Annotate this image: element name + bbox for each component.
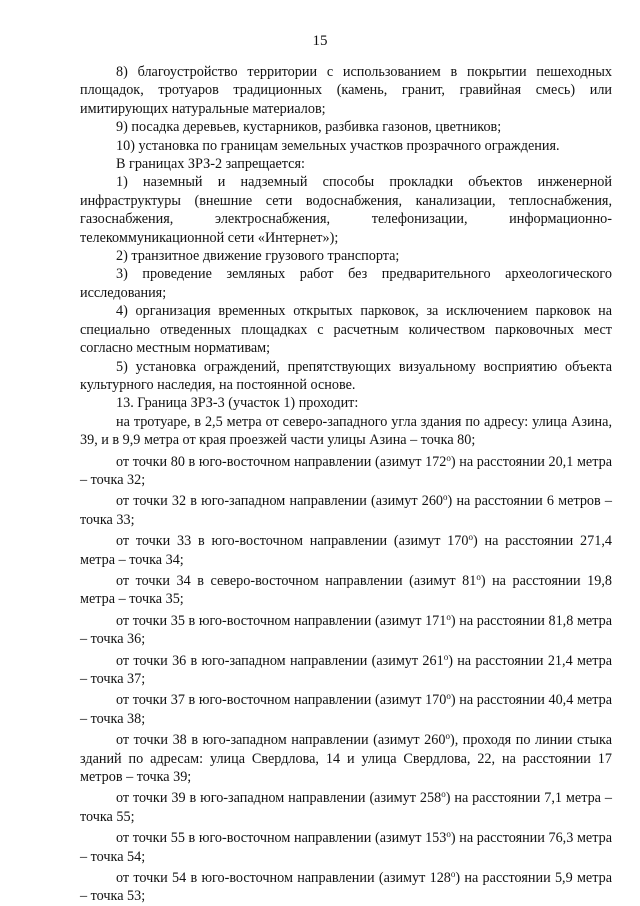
segment-text: от точки 80 в юго-восточном направлении (азимут 172 <box>116 453 447 470</box>
degree-mark: о <box>446 452 451 463</box>
degree-mark: о <box>468 532 473 543</box>
segment-text: ) на расстоянии 21,4 метра – точка 37; <box>80 652 612 687</box>
segment-text: ) на расстоянии 5,9 метра – точка 53; <box>80 870 612 905</box>
boundary-segment <box>80 492 612 529</box>
paragraph-start-point: на тротуаре, в 2,5 метра от северо-западного угла здания по адресу: улица Азина, 39, и в 9,9 метра от края проезжей части улицы Азина – точка 80; <box>80 413 612 449</box>
page-number: 15 <box>312 33 328 49</box>
segment-text: ) на расстоянии 7,1 метра – точка 55; <box>80 790 613 825</box>
segment-text: ) на расстоянии 19,8 метра – точка 35; <box>80 572 612 608</box>
segment-text: ) на расстоянии 40,4 метра – точка 38; <box>80 692 612 727</box>
boundary-segment <box>80 532 612 569</box>
boundary-segment <box>80 789 612 826</box>
degree-mark: о <box>446 691 451 702</box>
degree-mark: о <box>441 789 446 800</box>
segment-text: ), проходя по линии стыка зданий по адресам: улица Свердлова, 14 и улица Свердлова, 22, на расстоянии 17 метров – точка 39; <box>80 732 613 786</box>
degree-mark: о <box>446 611 451 622</box>
paragraph-item-8: 8) благоустройство территории с использованием в покрытии пешеходных площадок, тротуаров традиционных (камень, гранит, гравийная смесь) или имитирующих натуральные материалов; <box>80 64 612 117</box>
segment-text: от точки 34 в северо-восточном направлении (азимут 81 <box>116 572 477 589</box>
boundary-segment <box>80 453 612 490</box>
degree-mark: о <box>476 571 481 582</box>
segment-text: от точки 32 в юго-западном направлении (азимут 260 <box>116 493 444 510</box>
segment-text: от точки 54 в юго-восточном направлении (азимут 128 <box>116 870 451 887</box>
segment-text: ) на расстоянии 20,1 метра – точка 32; <box>80 453 612 488</box>
boundary-segment <box>80 731 612 786</box>
segment-text: ) на расстоянии 271,4 метра – точка 34; <box>80 533 612 568</box>
paragraph-item-10: 10) установка по границам земельных участков прозрачного ограждения. <box>116 137 560 154</box>
degree-mark: о <box>443 492 448 503</box>
paragraph-restriction-2: 2) транзитное движение грузового транспорта; <box>116 248 400 265</box>
paragraph-restriction-4: 4) организация временных открытых парковок, за исключением парковок на специально отведенных площадках с расчетным количеством парковочных мест согласно местным нормативам; <box>80 303 612 357</box>
document-body <box>80 63 612 906</box>
paragraph-section-13-heading: 13. Граница ЗРЗ-3 (участок 1) проходит: <box>116 395 359 412</box>
segment-text: ) на расстоянии 76,3 метра – точка 54; <box>80 830 612 865</box>
segment-text: от точки 35 в юго-восточном направлении (азимут 171 <box>116 612 447 629</box>
degree-mark: о <box>443 651 449 662</box>
segment-text: от точки 37 в юго-восточном направлении (азимут 170 <box>116 692 447 709</box>
paragraph-restriction-3: 3) проведение земляных работ без предварительного археологического исследования; <box>80 266 612 301</box>
boundary-segment <box>80 652 612 689</box>
degree-mark: о <box>450 869 456 880</box>
boundary-segment <box>80 612 612 649</box>
paragraph-item-9: 9) посадка деревьев, кустарников, разбивка газонов, цветников; <box>116 119 502 136</box>
segment-text: от точки 33 в юго-восточном направлении (азимут 170 <box>116 533 469 550</box>
paragraph-restriction-1: 1) наземный и надземный способы прокладки объектов инженерной инфраструктуры (внешние сети водоснабжения, канализации, теплоснабжения, газоснабжения, электроснабжения, телефонизации, информационно-телекоммуникационной сети «Интернет»); <box>80 174 612 246</box>
segment-text: ) на расстоянии 6 метров – точка 33; <box>80 493 612 528</box>
paragraph-zrz2-heading: В границах ЗРЗ-2 запрещается: <box>116 156 305 173</box>
boundary-segment <box>80 829 612 866</box>
boundary-segment <box>80 869 612 906</box>
degree-mark: о <box>446 829 451 840</box>
segment-text: ) на расстоянии 81,8 метра – точка 36; <box>80 612 612 648</box>
boundary-segment <box>80 691 612 728</box>
segment-text: от точки 38 в юго-западном направлении (азимут 260 <box>116 732 446 749</box>
degree-mark: о <box>445 731 450 742</box>
segment-text: от точки 39 в юго-западном направлении (азимут 258 <box>116 790 442 807</box>
segment-text: от точки 55 в юго-восточном направлении (азимут 153 <box>116 830 447 847</box>
paragraph-restriction-5: 5) установка ограждений, препятствующих визуальному восприятию объекта культурного наследия, на постоянной основе. <box>80 358 612 393</box>
segment-text: от точки 36 в юго-западном направлении (азимут 261 <box>116 652 444 669</box>
boundary-segment <box>80 572 612 609</box>
